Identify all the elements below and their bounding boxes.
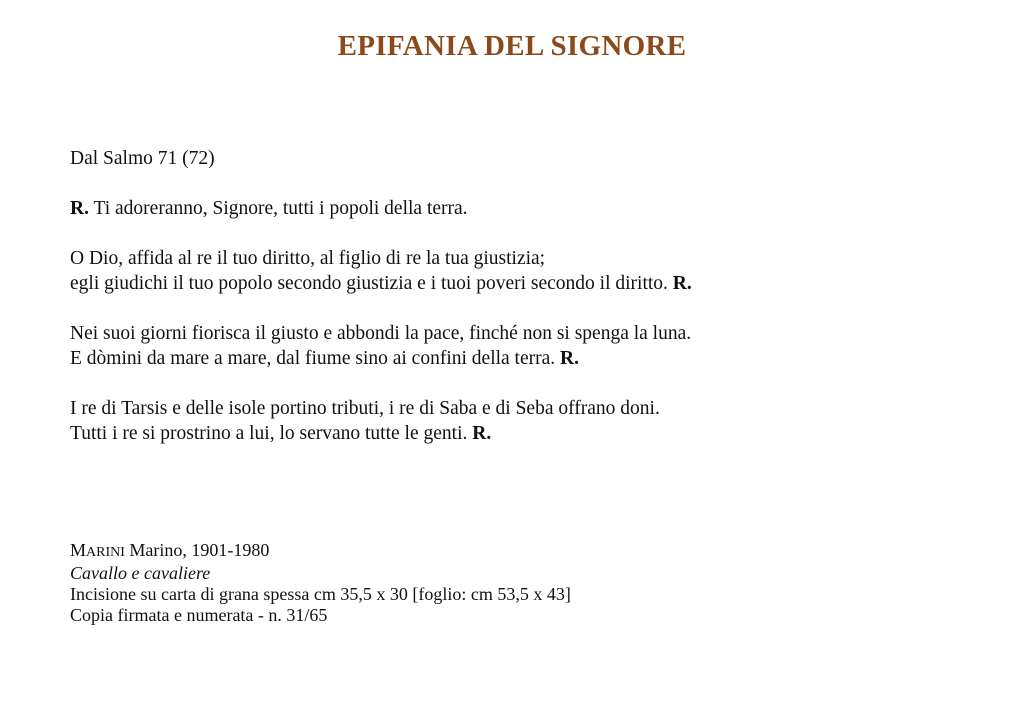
artist-surname-rest: ARINI [86, 545, 125, 560]
psalm-body [70, 146, 970, 446]
artist-surname-initial: M [70, 540, 87, 560]
stanza-1-line-1: O Dio, affida al re il tuo diritto, al figlio di re la tua giustizia; [70, 248, 546, 269]
artist-details: Marino, 1901-1980 [129, 540, 270, 560]
artwork-credits [70, 540, 970, 626]
artwork-title: Cavallo e cavaliere [70, 563, 211, 583]
stanza-2-line-2 [70, 346, 970, 371]
stanza-2-line-2-text: E dòmini da mare a mare, dal fiume sino ai confini della terra. [70, 348, 556, 369]
refrain-marker: R. [70, 198, 89, 219]
refrain-line [70, 196, 970, 221]
spacer [70, 221, 970, 246]
spacer [70, 296, 970, 321]
stanza-2-refrain-marker: R. [560, 348, 579, 369]
spacer [70, 171, 970, 196]
refrain-text: Ti adoreranno, Signore, tutti i popoli della terra. [93, 198, 468, 219]
page-title: EPIFANIA DEL SIGNORE [337, 30, 687, 62]
stanza-3-line-1: I re di Tarsis e delle isole portino tributi, i re di Saba e di Seba offrano doni. [70, 398, 660, 419]
artist-line [70, 540, 970, 563]
stanza-3-line-2 [70, 421, 970, 446]
psalm-reference: Dal Salmo 71 (72) [70, 148, 215, 169]
artwork-technique: Incisione su carta di grana spessa cm 35,5 x 30 [foglio: cm 53,5 x 43] [70, 584, 571, 604]
stanza-3-refrain-marker: R. [472, 423, 492, 444]
artwork-edition: Copia firmata e numerata - n. 31/65 [70, 605, 328, 625]
stanza-1-line-2 [70, 271, 970, 296]
stanza-3-line-2-text: Tutti i re si prostrino a lui, lo servano tutte le genti. [70, 423, 468, 444]
spacer [70, 371, 970, 396]
stanza-1-refrain-marker: R. [672, 273, 692, 294]
stanza-1-line-2-text: egli giudichi il tuo popolo secondo giustizia e i tuoi poveri secondo il diritto. [70, 273, 668, 294]
stanza-2-line-1: Nei suoi giorni fiorisca il giusto e abbondi la pace, finché non si spenga la luna. [70, 323, 692, 344]
